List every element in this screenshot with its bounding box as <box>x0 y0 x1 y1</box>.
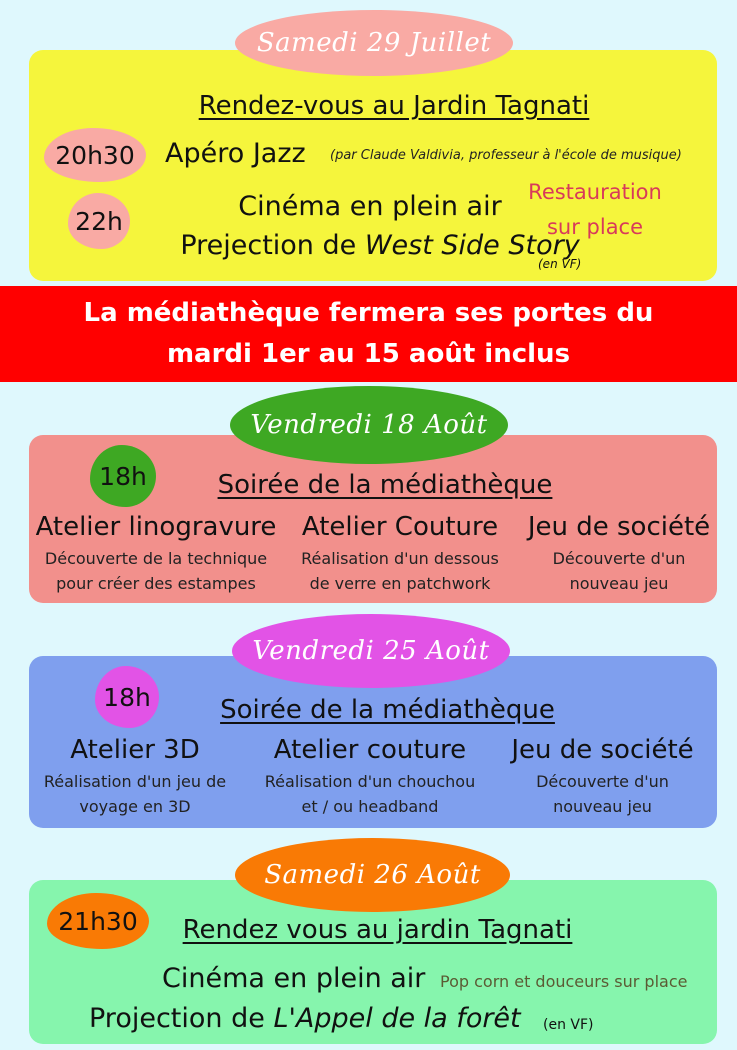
aug18-activity-2-desc <box>280 546 520 596</box>
aug25-activity-2-desc1: Réalisation d'un chouchou <box>264 772 476 791</box>
closure-line1: La médiathèque fermera ses portes du <box>83 298 654 328</box>
aug26-date-badge <box>235 838 510 912</box>
july29-cinema: Cinéma en plein air <box>238 191 502 222</box>
july29-time1-badge <box>44 128 146 182</box>
aug25-activity-1-desc1: Réalisation d'un jeu de <box>43 772 227 791</box>
aug26-vf: (en VF) <box>543 1017 594 1033</box>
aug18-activity-2-desc1: Réalisation d'un dessous <box>301 549 499 568</box>
aug25-activity-3-desc2: nouveau jeu <box>553 797 652 816</box>
aug18-activity-2-desc2: de verre en patchwork <box>309 574 491 593</box>
july29-film: West Side Story <box>364 230 580 261</box>
aug18-title: Soirée de la médiathèque <box>217 470 553 500</box>
aug26-popcorn: Pop corn et douceurs sur place <box>440 972 688 991</box>
closure-banner <box>0 286 737 382</box>
aug25-activity-1-desc <box>30 769 240 819</box>
july29-title: Rendez-vous au Jardin Tagnati <box>198 91 590 121</box>
aug18-activity-1-desc2: pour créer des estampes <box>56 574 256 593</box>
aug25-date-badge <box>232 614 510 688</box>
aug26-cinema: Cinéma en plein air <box>162 963 426 994</box>
closure-line2: mardi 1er au 15 août inclus <box>166 339 571 369</box>
aug25-activity-2-desc2: et / ou headband <box>301 797 439 816</box>
aug25-activity-1-desc2: voyage en 3D <box>79 797 191 816</box>
july29-time1: 20h30 <box>55 140 135 170</box>
july29-projection-prefix: Prejection de <box>180 230 365 261</box>
aug18-activity-3-name: Jeu de société <box>527 512 711 542</box>
aug18-activity-2-name: Atelier Couture <box>301 512 499 542</box>
aug18-activity-1-name: Atelier linogravure <box>35 512 277 542</box>
aug26-title: Rendez vous au jardin Tagnati <box>182 915 573 945</box>
aug26-film: L'Appel de la forêt <box>273 1003 521 1034</box>
aug18-date: Vendredi 18 Août <box>250 410 488 440</box>
july29-date-badge <box>235 10 513 76</box>
july29-restauration-line1: Restauration <box>528 180 662 204</box>
aug25-title: Soirée de la médiathèque <box>220 695 555 725</box>
aug25-activity-1-name: Atelier 3D <box>70 735 200 765</box>
aug18-date-badge <box>230 386 508 464</box>
aug18-activity-3-desc1: Découverte d'un <box>552 549 686 568</box>
aug26-date: Samedi 26 Août <box>264 860 481 890</box>
july29-time2-badge <box>68 193 130 249</box>
july29-restauration-line2: sur place <box>546 215 644 239</box>
july29-date: Samedi 29 Juillet <box>256 28 492 58</box>
july29-event1: Apéro Jazz <box>165 138 306 169</box>
aug26-time: 21h30 <box>58 906 138 936</box>
aug18-activity-3-desc2: nouveau jeu <box>569 574 669 593</box>
aug26-projection <box>89 1003 521 1034</box>
aug25-time-badge <box>95 666 159 728</box>
aug26-time-badge <box>47 893 149 949</box>
aug25-activity-2-desc <box>250 769 490 819</box>
aug25-activity-2-name: Atelier couture <box>273 735 467 765</box>
aug18-activity-1-desc <box>26 546 286 596</box>
aug26-projection-prefix: Projection de <box>89 1003 274 1034</box>
aug25-activity-3-desc <box>500 769 705 819</box>
aug25-date: Vendredi 25 Août <box>252 636 490 666</box>
aug18-time-badge <box>90 445 156 507</box>
july29-vf: (en VF) <box>538 257 582 271</box>
aug25-activity-3-desc1: Découverte d'un <box>536 772 669 791</box>
aug18-activity-3-desc <box>519 546 719 596</box>
july29-restauration <box>505 175 685 245</box>
aug18-time: 18h <box>99 461 147 491</box>
july29-time2: 22h <box>75 206 123 236</box>
aug18-activity-1-desc1: Découverte de la technique <box>44 549 268 568</box>
aug25-time: 18h <box>103 682 151 712</box>
aug25-activity-3-name: Jeu de société <box>511 735 694 765</box>
july29-event1-note: (par Claude Valdivia, professeur à l'école de musique) <box>330 148 682 163</box>
